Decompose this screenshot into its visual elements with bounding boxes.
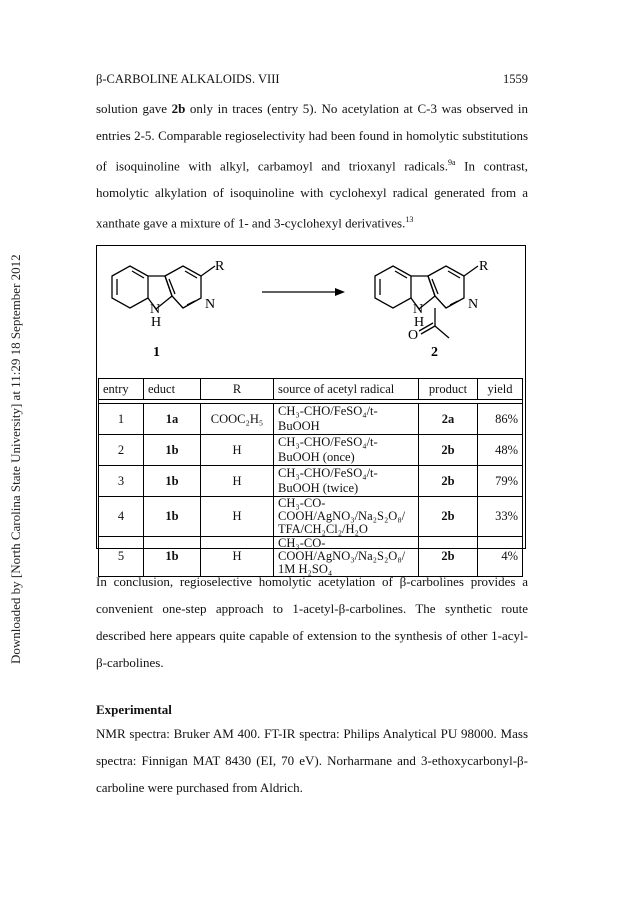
cell-source: CH₃-CHO/FeSO₄/t-BuOOH [274, 404, 419, 435]
compound-1-structure [112, 266, 215, 309]
table-header-row [99, 379, 523, 400]
table-row [99, 497, 523, 537]
cell-product: 2b [419, 435, 478, 466]
reaction-scheme [96, 245, 526, 576]
table-row [99, 435, 523, 466]
column-header-educt: educt [144, 379, 201, 400]
cell-product: 2b [419, 537, 478, 577]
page-number: 1559 [503, 72, 528, 86]
cell-r: H [201, 435, 274, 466]
cell-r: COOC₂H₅ [201, 404, 274, 435]
cell-r: H [201, 537, 274, 577]
nh-label: N [413, 302, 424, 317]
cell-entry: 2 [99, 435, 144, 466]
column-header-r: R [201, 379, 274, 400]
cell-educt: 1a [144, 404, 201, 435]
r-label: R [215, 259, 225, 274]
cell-source: CH₃-CHO/FeSO₄/t-BuOOH (once) [274, 435, 419, 466]
cell-r: H [201, 497, 274, 537]
cell-entry: 5 [99, 537, 144, 577]
download-note: Downloaded by [North Carolina State University] at 11:29 18 September 2012 [8, 254, 23, 664]
cell-entry: 3 [99, 466, 144, 497]
compound-number: 1 [153, 345, 160, 360]
cell-yield: 86% [478, 404, 523, 435]
table-row [99, 466, 523, 497]
cell-entry: 4 [99, 497, 144, 537]
results-table [98, 378, 523, 577]
cell-source: CH₃-CO-COOH/AgNO₃/Na₂S₂O₈/ TFA/CH₂Cl₂/H₂O [274, 497, 419, 537]
cell-yield: 79% [478, 466, 523, 497]
column-header-yield: yield [478, 379, 523, 400]
cell-product: 2b [419, 466, 478, 497]
cell-educt: 1b [144, 537, 201, 577]
paragraph-conclusion: In conclusion, regioselective homolytic acetylation of β-carbolines provides a convenient one-step approach to 1-acetyl-β-carbolines. The synthetic route described here appears quite capable of extension to the synthesis of other 1-acyl-β-carbolines. [96, 574, 528, 670]
cell-yield: 48% [478, 435, 523, 466]
n-label: N [205, 297, 216, 312]
cell-source: CH₃-CO-COOH/AgNO₃/Na₂S₂O₈/ 1M H₂SO₄ [274, 537, 419, 577]
cell-source: CH₃-CHO/FeSO₄/t-BuOOH (twice) [274, 466, 419, 497]
section-heading: Experimental [96, 702, 172, 717]
paragraph-results: solution gave 2b only in traces (entry 5). No acetylation at C-3 was observed in entries 2-5. Comparable regioselectivity had been found in homolytic substitutions of isoquinoline with alkyl, carbamoyl and trioxanyl radicals.$^{9a}$ In contrast, homolytic alkylation of isoquinoline with cyclohexyl radical generated from a xanthate gave a mixture of 1- and 3-cyclohexyl derivatives.$^{13}$ [96, 101, 529, 231]
paragraph-experimental: NMR spectra: Bruker AM 400. FT-IR spectra: Philips Analytical PU 98000. Mass spectra: Finnigan MAT 8430 (EI, 70 eV). Norharmane and 3-ethoxycarbonyl-β-carboline were purchased from Aldrich. [96, 726, 528, 795]
r-label: R [479, 259, 489, 274]
compound-2-structure [375, 266, 478, 338]
cell-entry: 1 [99, 404, 144, 435]
cell-educt: 1b [144, 497, 201, 537]
citation: 13 [405, 215, 414, 225]
table-row [99, 404, 523, 435]
column-header-entry: entry [99, 379, 144, 400]
nh-label: N [150, 302, 161, 317]
cell-educt: 1b [144, 435, 201, 466]
running-header [96, 72, 528, 87]
citation: 9a [447, 158, 456, 167]
reaction-arrow [262, 288, 345, 296]
h-label: H [414, 315, 425, 330]
compound-number: 2 [431, 345, 438, 360]
cell-product: 2a [419, 404, 478, 435]
o-label: O [408, 328, 419, 343]
cell-product: 2b [419, 497, 478, 537]
cell-r: H [201, 466, 274, 497]
n-label: N [468, 297, 479, 312]
h-label: H [151, 315, 162, 330]
column-header-source: source of acetyl radical [274, 379, 419, 400]
column-header-product: product [419, 379, 478, 400]
running-title: β-CARBOLINE ALKALOIDS. VIII [96, 72, 280, 86]
reaction-diagram [97, 246, 527, 381]
cell-yield: 4% [478, 537, 523, 577]
compound-ref: 2b [171, 101, 186, 116]
cell-educt: 1b [144, 466, 201, 497]
cell-yield: 33% [478, 497, 523, 537]
